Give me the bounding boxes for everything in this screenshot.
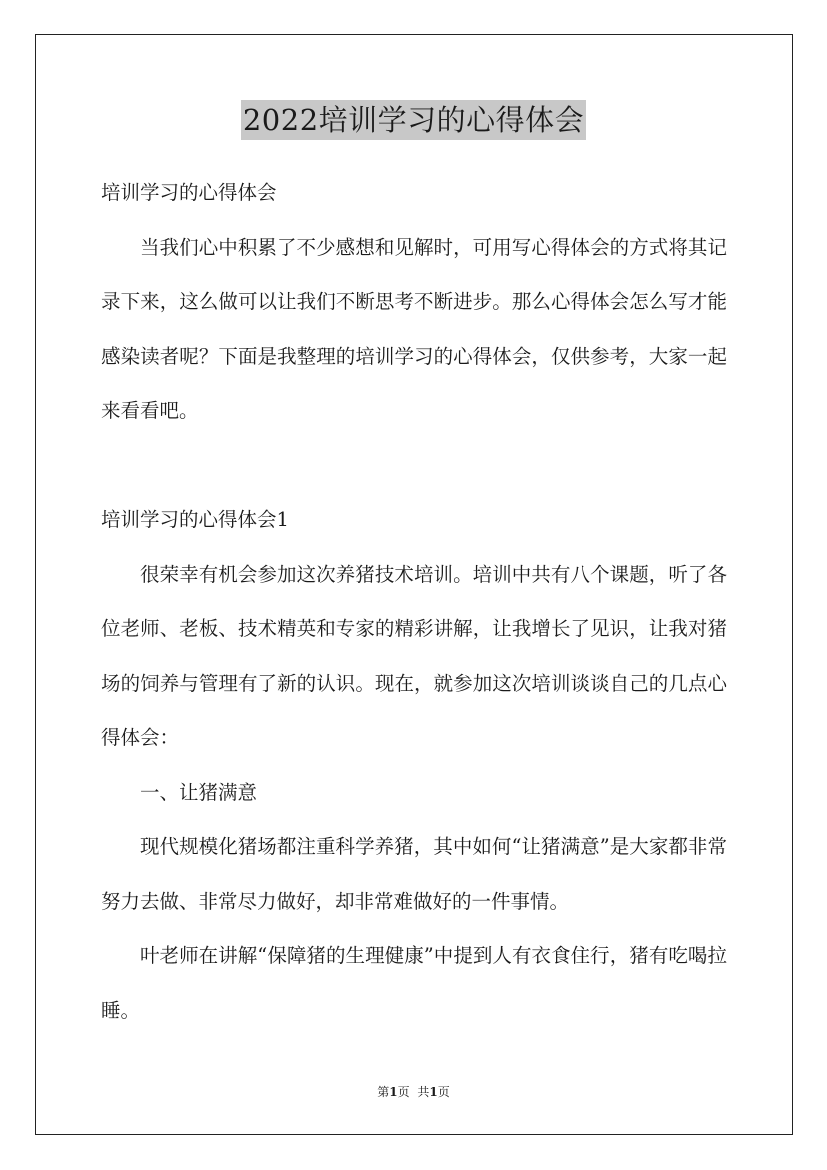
page-footer	[0, 1083, 827, 1101]
intro-heading: 培训学习的心得体会	[101, 181, 277, 204]
document-title: 2022培训学习的心得体会	[241, 100, 586, 140]
footer-page-total: 1	[429, 1085, 438, 1099]
footer-total-prefix: 共	[417, 1085, 430, 1099]
section1-paragraph-3: 叶老师在讲解“保障猪的生理健康”中提到人有衣食住行，猪有吃喝拉睡。	[101, 944, 727, 1022]
section-spacer	[101, 439, 727, 494]
footer-page-suffix: 页	[397, 1085, 410, 1099]
section1-paragraph-2: 现代规模化猪场都注重科学养猪，其中如何“让猪满意”是大家都非常努力去做、非常尽力做好，却非常难做好的一件事情。	[101, 835, 727, 913]
section1-heading: 培训学习的心得体会1	[101, 508, 289, 531]
intro-paragraph: 当我们心中积累了不少感想和见解时，可用写心得体会的方式将其记录下来，这么做可以让我们不断思考不断进步。那么心得体会怎么写才能感染读者呢？下面是我整理的培训学习的心得体会，仅供参考，大家一起来看看吧。	[101, 235, 727, 422]
footer-total-suffix: 页	[437, 1085, 450, 1099]
title-wrap	[0, 100, 827, 140]
document-body	[101, 166, 727, 1038]
footer-page-current: 1	[389, 1085, 398, 1099]
section1-paragraph-1: 很荣幸有机会参加这次养猪技术培训。培训中共有八个课题，听了各位老师、老板、技术精英和专家的精彩讲解，让我增长了见识，让我对猪场的饲养与管理有了新的认识。现在，就参加这次培训谈谈自己的几点心得体会：	[101, 562, 727, 749]
section1-subheading: 一、让猪满意	[140, 780, 258, 804]
footer-page-prefix: 第	[377, 1085, 390, 1099]
